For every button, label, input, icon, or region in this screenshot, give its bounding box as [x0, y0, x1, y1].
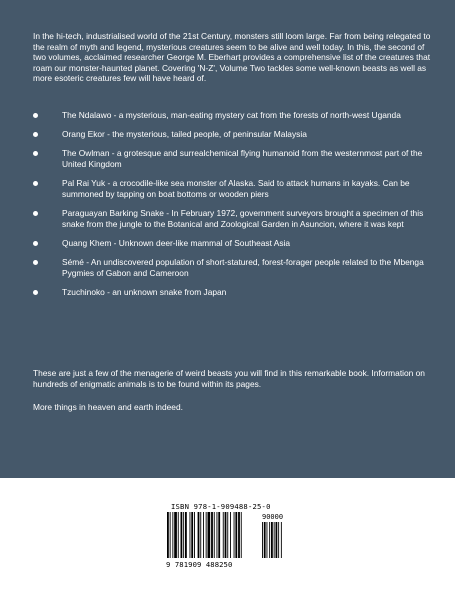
price-bar	[278, 522, 279, 558]
barcode-bar	[234, 512, 235, 558]
bullet-icon	[33, 181, 38, 186]
price-bar	[269, 522, 270, 558]
barcode-bar	[241, 512, 242, 558]
bullet-icon	[33, 260, 38, 265]
barcode-bar	[194, 512, 195, 558]
list-item: The Owlman - a grotesque and surrealchemical flying humanoid from the westernmost part of the United Kingdom	[33, 148, 431, 169]
barcode-bar	[211, 512, 213, 558]
barcode-bar	[167, 512, 169, 558]
bullet-icon	[33, 113, 38, 118]
barcode-bar	[200, 512, 201, 558]
list-item: Orang Ekor - the mysterious, tailed people, of peninsular Malaysia	[33, 129, 431, 140]
barcode-bar	[170, 512, 171, 558]
price-bar	[271, 522, 273, 558]
barcode-bar	[203, 512, 204, 558]
barcode-bar	[174, 512, 177, 558]
list-item: Tzuchinoko - an unknown snake from Japan	[33, 287, 431, 298]
barcode-bar	[208, 512, 211, 558]
barcode-bar	[214, 512, 215, 558]
list-item: Sémé - An undiscovered population of short-statured, forest-forager people related to the Mbenga Pygmies of Gabon and Cameroon	[33, 257, 431, 278]
barcode-bar	[230, 512, 231, 558]
barcode-bar	[198, 512, 200, 558]
barcode-bar	[191, 512, 193, 558]
bullet-icon	[33, 241, 38, 246]
price-bar	[274, 522, 275, 558]
barcode-bar	[235, 512, 237, 558]
barcode-bars-icon	[165, 512, 291, 560]
barcode-bar	[185, 512, 187, 558]
barcode-bar	[178, 512, 179, 558]
barcode-bar	[218, 512, 220, 558]
barcode	[165, 500, 291, 570]
creature-list	[33, 110, 431, 306]
list-item: Paraguayan Barking Snake - In February 1972, government surveyors brought a specimen of this snake from the jungle to the Botanical and Zoological Garden in Asuncion, where it was kept	[33, 208, 431, 229]
price-bar	[276, 522, 278, 558]
barcode-bar	[183, 512, 184, 558]
price-bar	[267, 522, 268, 558]
barcode-bar	[223, 512, 224, 558]
closing-line: More things in heaven and earth indeed.	[33, 402, 183, 412]
bullet-icon	[33, 132, 38, 137]
outro-paragraph: These are just a few of the menagerie of weird beasts you will find in this remarkable book. Information on hundreds of enigmatic animals is to be found within its pages.	[33, 368, 425, 389]
barcode-bar	[238, 512, 240, 558]
bullet-icon	[33, 211, 38, 216]
list-item: Quang Khem - Unknown deer-like mammal of Southeast Asia	[33, 238, 431, 249]
price-code: 90000	[262, 513, 284, 521]
price-bar	[262, 522, 263, 558]
bullet-icon	[33, 151, 38, 156]
intro-paragraph: In the hi-tech, industrialised world of the 21st Century, monsters still loom large. Far from being relegated to the realm of myth and legend, mysterious creatures seem to be alive and well today. In this, the second of two volumes, acclaimed researcher George M. Eberhart provides a comprehensive list of the creatures that roam our monster-haunted planet. Covering 'N-Z', Volume Two tackles some well-known beasts as well as more esoteric creatures few will have heard of.	[33, 31, 431, 84]
barcode-bar	[225, 512, 227, 558]
barcode-bar	[181, 512, 183, 558]
bullet-icon	[33, 290, 38, 295]
barcode-bar	[217, 512, 218, 558]
isbn-label: ISBN 978-1-909488-25-0	[171, 502, 271, 511]
price-bar	[264, 522, 266, 558]
list-item: Pal Rai Yuk - a crocodile-like sea monster of Alaska. Said to attack humans in kayaks. Can be summoned by tapping on boat bottoms or wooden piers	[33, 178, 431, 199]
barcode-bar	[206, 512, 207, 558]
barcode-digits: 9 781909 488250	[166, 560, 233, 569]
barcode-bar	[227, 512, 228, 558]
price-bar	[281, 522, 282, 558]
list-item: The Ndalawo - a mysterious, man-eating mystery cat from the forests of north-west Uganda	[33, 110, 431, 121]
barcode-bar	[190, 512, 191, 558]
barcode-bar	[172, 512, 173, 558]
